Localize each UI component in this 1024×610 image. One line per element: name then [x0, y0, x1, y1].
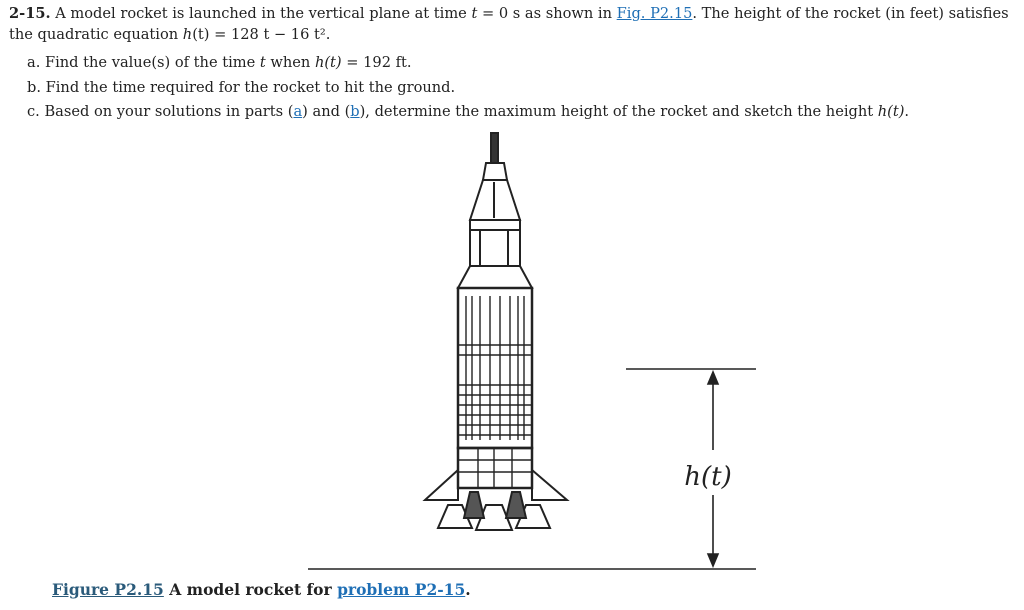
part-c-post: ), determine the maximum height of the rocket and sketch the height [359, 103, 874, 120]
rocket-drawing [425, 133, 567, 530]
caption-problem-link[interactable]: problem P2-15 [337, 580, 466, 599]
problem-number: 2-15. [9, 5, 51, 22]
part-c-mid: ) and ( [302, 103, 351, 120]
caption-text: A model rocket for [169, 580, 332, 599]
caption-end: . [465, 580, 471, 599]
problem-text-c: . The height of the rocket (in feet) satisfies the quadratic equation [9, 5, 1009, 43]
problem-text-b: = 0 s as shown in [481, 5, 613, 22]
part-a-link[interactable]: a [293, 103, 303, 120]
part-a-text: Find the value(s) of the time [44, 54, 256, 71]
rocket-figure [0, 128, 1024, 578]
part-c-end: . [904, 103, 910, 120]
part-c [27, 100, 909, 125]
part-c-text: Based on your solutions in parts ( [44, 103, 294, 120]
problem-statement [9, 3, 1021, 45]
height-label: h(t) [684, 462, 732, 492]
figure-link[interactable]: Fig. P2.15 [616, 5, 693, 22]
part-b [27, 76, 909, 101]
part-b-link[interactable]: b [350, 103, 360, 120]
equation: (t) = 128 t − 16 t². [192, 26, 331, 43]
part-c-func: h(t) [877, 103, 905, 120]
part-a-mid: when [270, 54, 311, 71]
part-a-var: t [259, 54, 266, 71]
problem-text-a: A model rocket is launched in the vertical plane at time [55, 5, 467, 22]
part-b-text: Find the time required for the rocket to hit the ground. [45, 78, 456, 96]
height-function: h [182, 26, 193, 43]
caption-figure-id[interactable]: Figure P2.15 [52, 580, 164, 599]
part-a-label: a. [27, 54, 41, 71]
part-b-label: b. [27, 78, 41, 96]
part-c-label: c. [27, 103, 40, 120]
part-a-post: = 192 ft. [346, 54, 412, 71]
part-a-func: h(t) [314, 54, 342, 71]
part-a [27, 51, 909, 76]
figure-caption [52, 580, 471, 599]
time-variable: t [471, 5, 478, 22]
problem-parts [27, 51, 909, 125]
